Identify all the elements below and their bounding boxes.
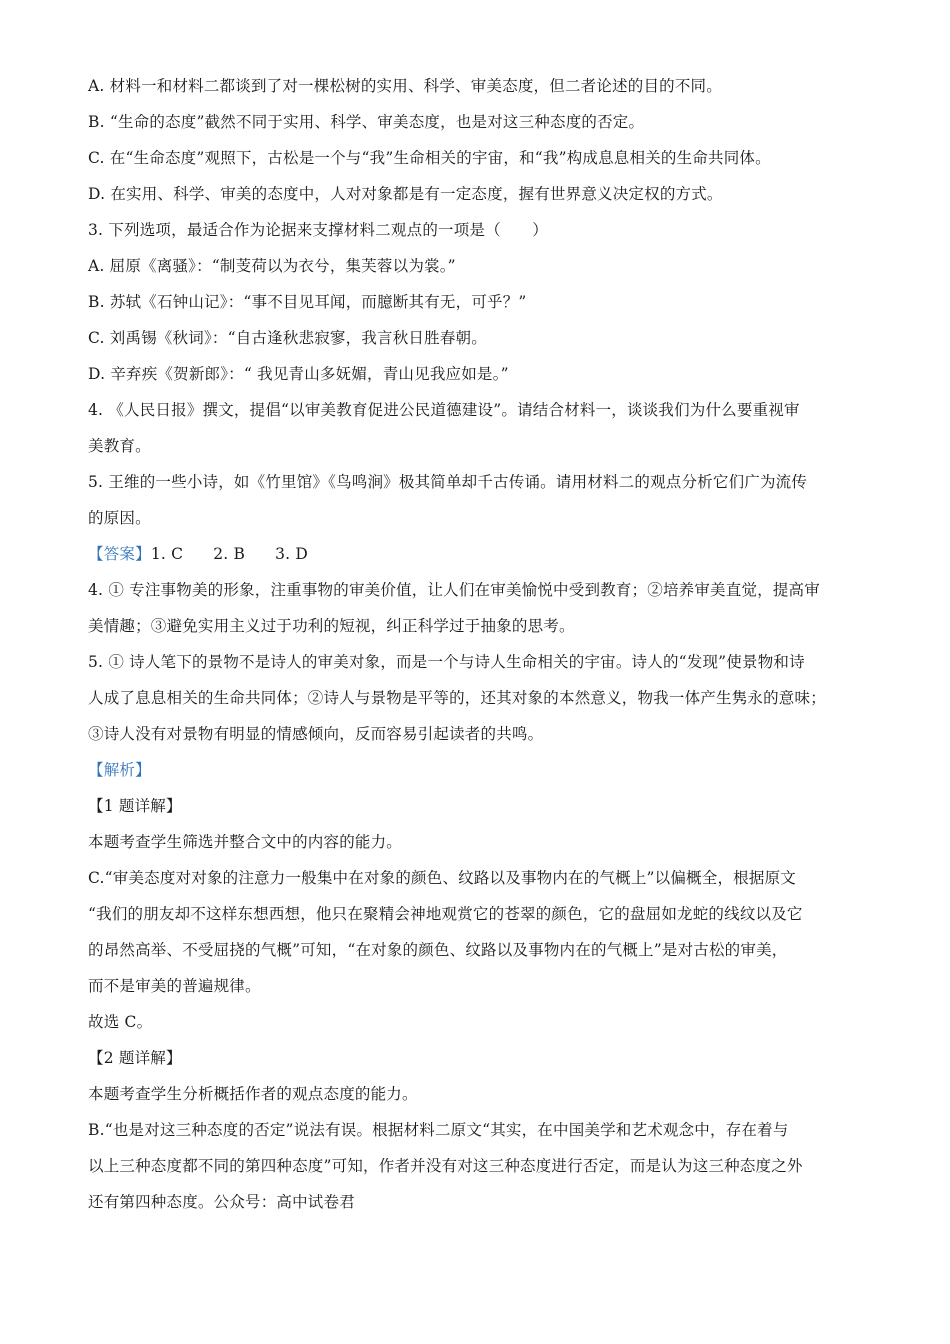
q3-option-c: C. 刘禹锡《秋词》：“自古逢秋悲寂寥，我言秋日胜春朝。 <box>88 329 487 347</box>
q2-option-c: C. 在“生命态度”观照下，古松是一个与“我”生命相关的宇宙，和“我”构成息息相关的生命共同体。 <box>88 149 771 167</box>
detail-2-intro: 本题考查学生分析概括作者的观点态度的能力。 <box>88 1085 418 1103</box>
answer-2: 2. B <box>213 545 246 563</box>
q2-option-b: B. “生命的态度”截然不同于实用、科学、审美态度，也是对这三种态度的否定。 <box>88 113 645 131</box>
detail-2-line-3: 还有第四种态度。公众号：高中试卷君 <box>88 1193 355 1211</box>
document-page <box>88 68 870 1220</box>
detail-2-title: 【2 题详解】 <box>88 1049 182 1067</box>
detail-2-line-2: 以上三种态度都不同的第四种态度”可知，作者并没有对这三种态度进行否定，而是认为这三种态度之外 <box>88 1157 803 1175</box>
q5-line-1: 5. 王维的一些小诗，如《竹里馆》《鸟鸣涧》极其简单却千古传诵。请用材料二的观点分析它们广为流传 <box>88 473 808 491</box>
q2-option-a: A. 材料一和材料二都谈到了对一棵松树的实用、科学、审美态度，但二者论述的目的不同。 <box>88 77 722 95</box>
q3-stem: 3. 下列选项，最适合作为论据来支撑材料二观点的一项是（ ） <box>88 221 548 239</box>
q3-option-a: A. 屈原《离骚》：“制芰荷以为衣兮，集芙蓉以为裳。” <box>88 257 456 275</box>
answer-5-line-2: 人成了息息相关的生命共同体；②诗人与景物是平等的，还其对象的本然意义，物我一体产生隽永的意味； <box>88 689 826 707</box>
answer-4-line-2: 美情趣；③避免实用主义过于功利的短视，纠正科学过于抽象的思考。 <box>88 617 575 635</box>
detail-1-line-3: 的昂然高举、不受屈挠的气概”可知，“在对象的颜色、纹路以及事物内在的气概上”是对古松的审美， <box>88 941 788 959</box>
detail-1-line-4: 而不是审美的普遍规律。 <box>88 977 261 995</box>
answer-1: 1. C <box>150 545 184 563</box>
answer-5-line-3: ③诗人没有对景物有明显的情感倾向，反而容易引起读者的共鸣。 <box>88 725 544 743</box>
detail-1-title: 【1 题详解】 <box>88 797 182 815</box>
answer-summary <box>88 536 870 572</box>
detail-1-line-1: C.“审美态度对对象的注意力一般集中在对象的颜色、纹路以及事物内在的气概上”以偏概全，根据原文 <box>88 869 796 887</box>
detail-1-intro: 本题考查学生筛选并整合文中的内容的能力。 <box>88 833 403 851</box>
answer-3: 3. D <box>275 545 309 563</box>
analysis-tag: 【解析】 <box>88 761 151 779</box>
answer-5-line-1: 5. ① 诗人笔下的景物不是诗人的审美对象，而是一个与诗人生命相关的宇宙。诗人的“发现”使景物和诗 <box>88 653 805 671</box>
detail-1-conclusion: 故选 C。 <box>88 1013 153 1031</box>
q5-line-2: 的原因。 <box>88 509 151 527</box>
answer-tag: 【答案】 <box>88 545 151 563</box>
answer-4-line-1: 4. ① 专注事物美的形象，注重事物的审美价值，让人们在审美愉悦中受到教育；②培养审美直觉，提高审 <box>88 581 820 599</box>
q4-line-2: 美教育。 <box>88 437 151 455</box>
detail-2-line-1: B.“也是对这三种态度的否定”说法有误。根据材料二原文“其实，在中国美学和艺术观念中，存在着与 <box>88 1121 789 1139</box>
q3-option-b: B. 苏轼《石钟山记》：“事不目见耳闻，而臆断其有无，可乎？” <box>88 293 527 311</box>
q3-option-d: D. 辛弃疾《贺新郎》：“ 我见青山多妩媚，青山见我应如是。” <box>88 365 509 383</box>
detail-1-line-2: “我们的朋友却不这样东想西想，他只在聚精会神地观赏它的苍翠的颜色，它的盘屈如龙蛇的线纹以及它 <box>88 905 803 923</box>
q2-option-d: D. 在实用、科学、审美的态度中，人对对象都是有一定态度，握有世界意义决定权的方式。 <box>88 185 723 203</box>
q4-line-1: 4. 《人民日报》撰文，提倡“以审美教育促进公民道德建设”。请结合材料一，谈谈我们为什么要重视审 <box>88 401 800 419</box>
